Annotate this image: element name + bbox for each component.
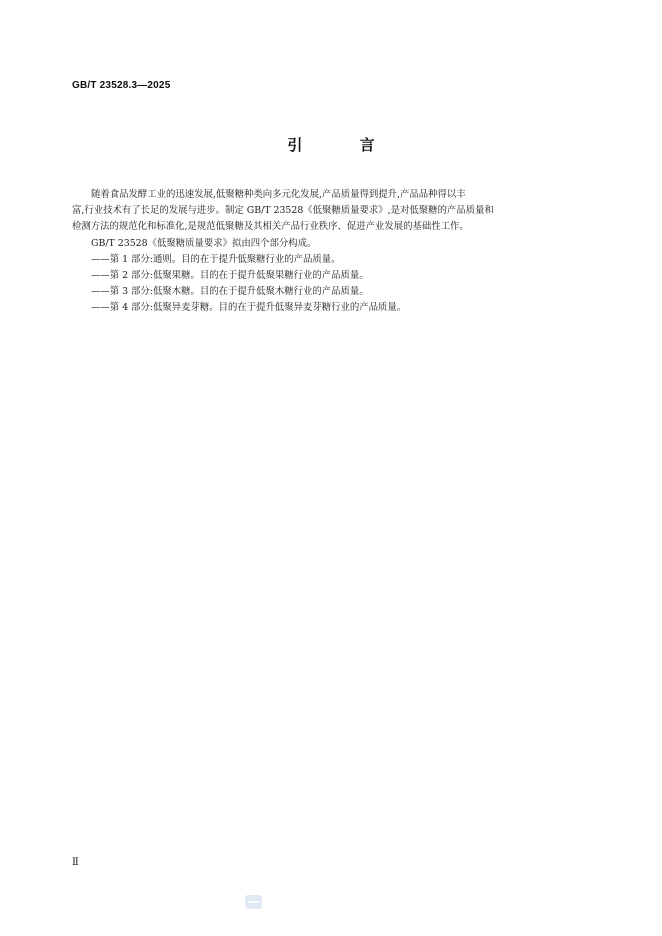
standard-code: GB/T 23528.3—2025 (72, 80, 171, 91)
intro-line-1: 随着食品发酵工业的迅速发展,低聚糖种类向多元化发展,产品质量得到提升,产品品种得以丰 (91, 189, 466, 200)
page-number: Ⅱ (72, 857, 79, 868)
intro-line-2: 富,行业技术有了长足的发展与进步。制定 GB/T 23528《低聚糖质量要求》,是对低聚糖的产品质量和 (72, 205, 494, 217)
introduction-body (72, 187, 592, 317)
intro-line-3: 检测方法的规范化和标准化,是规范低聚糖及其相关产品行业秩序、促进产业发展的基础性工作。 (72, 221, 469, 233)
part-list-item-2: ——第 2 部分:低聚果糖。目的在于提升低聚果糖行业的产品质量。 (91, 270, 369, 282)
part-list-item-4: ——第 4 部分:低聚异麦芽糖。目的在于提升低聚异麦芽糖行业的产品质量。 (91, 302, 407, 314)
part-list-item-3: ——第 3 部分:低聚木糖。目的在于提升低聚木糖行业的产品质量。 (91, 286, 369, 298)
intro-paragraph-1 (72, 187, 592, 236)
watermark-logo (245, 895, 262, 909)
part-list-item-1: ——第 1 部分:通则。目的在于提升低聚糖行业的产品质量。 (91, 253, 341, 265)
intro-paragraph-2: GB/T 23528《低聚糖质量要求》拟由四个部分构成。 (91, 237, 317, 249)
section-title: 引 言 (287, 136, 401, 154)
